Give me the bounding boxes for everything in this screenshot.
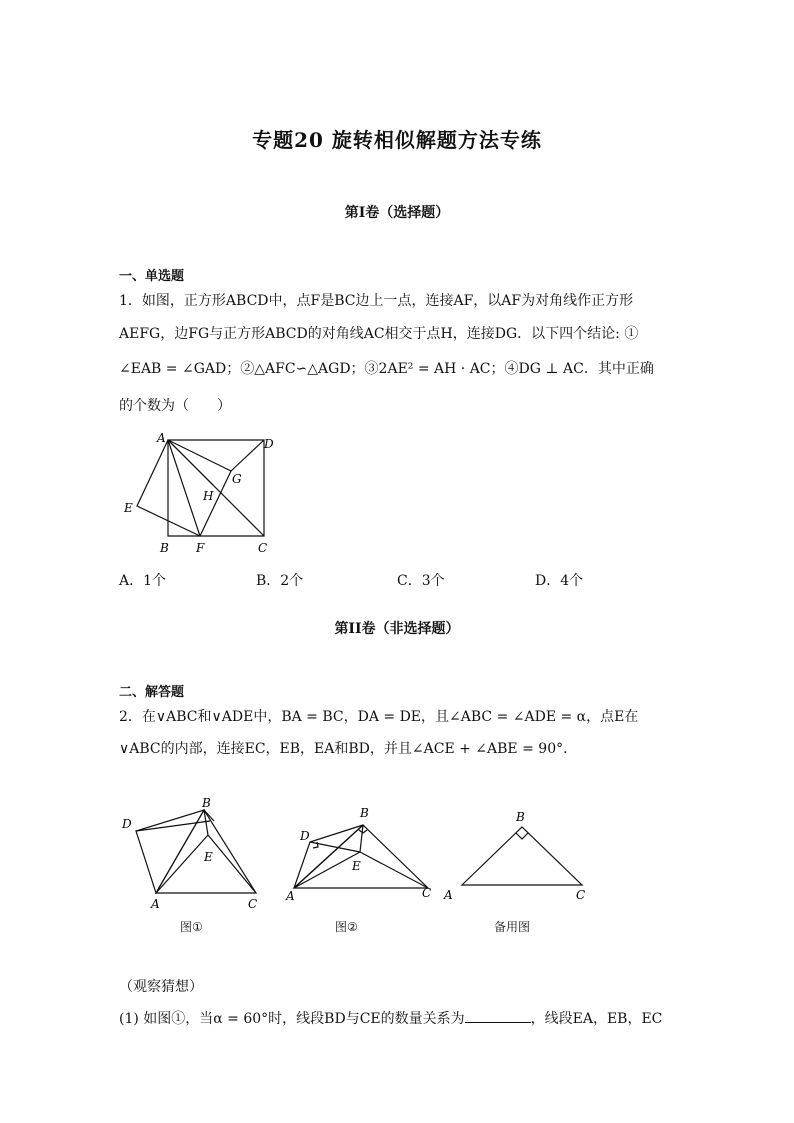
spare-label-b: B <box>516 810 525 824</box>
segment-af <box>168 440 200 536</box>
option-d[interactable]: D．4个 <box>535 573 584 589</box>
q1-line-4: 的个数为（ ） <box>119 398 231 414</box>
fig2-label-d: D <box>300 829 310 843</box>
fig1-label-a: A <box>151 897 160 911</box>
q2-figure-2 <box>282 800 442 910</box>
label-c: C <box>258 541 268 555</box>
fig2-label-c: C <box>422 886 432 900</box>
label-e: E <box>124 501 133 515</box>
q1-line-2: AEFG，边FG与正方形ABCD的对角线AC相交于点H，连接DG．以下四个结论: ① <box>119 326 639 342</box>
fig1-label-c: C <box>248 897 258 911</box>
caption-spare: 备用图 <box>494 920 531 934</box>
q1-figure <box>118 430 288 560</box>
q1-line-3: ∠EAB = ∠GAD；②△AFC∽△AGD；③2AE² = AH · AC；④DG ⊥ AC．其中正确 <box>119 361 654 377</box>
q2-part1-post: ，线段EA，EB，EC <box>530 1011 663 1027</box>
spare-label-c: C <box>576 888 586 902</box>
fig2-label-a: A <box>286 889 295 903</box>
label-g: G <box>232 472 242 486</box>
answer-blank[interactable] <box>465 1010 531 1023</box>
fig2-label-b: B <box>360 806 369 820</box>
caption-figure-2: 图② <box>335 920 358 934</box>
fig2-label-e: E <box>352 859 361 873</box>
q2-line-2: ∨ABC的内部，连接EC，EB，EA和BD，并且∠ACE + ∠ABE = 90°． <box>119 741 578 757</box>
label-b: B <box>160 541 169 555</box>
part1-heading: 第I卷（选择题） <box>344 205 450 221</box>
fig1-label-b: B <box>202 796 211 810</box>
segment-dg <box>231 440 264 471</box>
q2-figure-spare <box>440 805 600 905</box>
fig1-label-d: D <box>122 817 132 831</box>
q2-part1-pre: (1) 如图①，当α = 60°时，线段BD与CE的数量关系为 <box>119 1011 465 1027</box>
q2-figure-1 <box>118 795 268 915</box>
section-single-choice: 一、单选题 <box>119 269 185 284</box>
part2-heading: 第II卷（非选择题） <box>334 621 460 637</box>
section-answer: 二、解答题 <box>119 685 185 700</box>
label-a: A <box>157 431 166 445</box>
observe-heading: （观察猜想） <box>119 979 203 995</box>
option-c[interactable]: C．3个 <box>397 573 445 589</box>
caption-figure-1: 图① <box>180 920 203 934</box>
page-title: 专题20 旋转相似解题方法专练 <box>252 128 542 152</box>
label-h: H <box>203 489 214 503</box>
q2-line-1: 2．在∨ABC和∨ADE中，BA = BC，DA = DE，且∠ABC = ∠ADE = α，点E在 <box>119 709 639 725</box>
q1-line-1: 1．如图，正方形ABCD中，点F是BC边上一点，连接AF，以AF为对角线作正方形 <box>119 293 634 309</box>
spare-label-a: A <box>444 888 453 902</box>
fig1-label-e: E <box>204 850 213 864</box>
label-d: D <box>264 437 274 451</box>
option-a[interactable]: A．1个 <box>119 573 167 589</box>
label-f: F <box>196 541 205 555</box>
q2-part1-line <box>119 1008 662 1028</box>
option-b[interactable]: B．2个 <box>256 573 304 589</box>
